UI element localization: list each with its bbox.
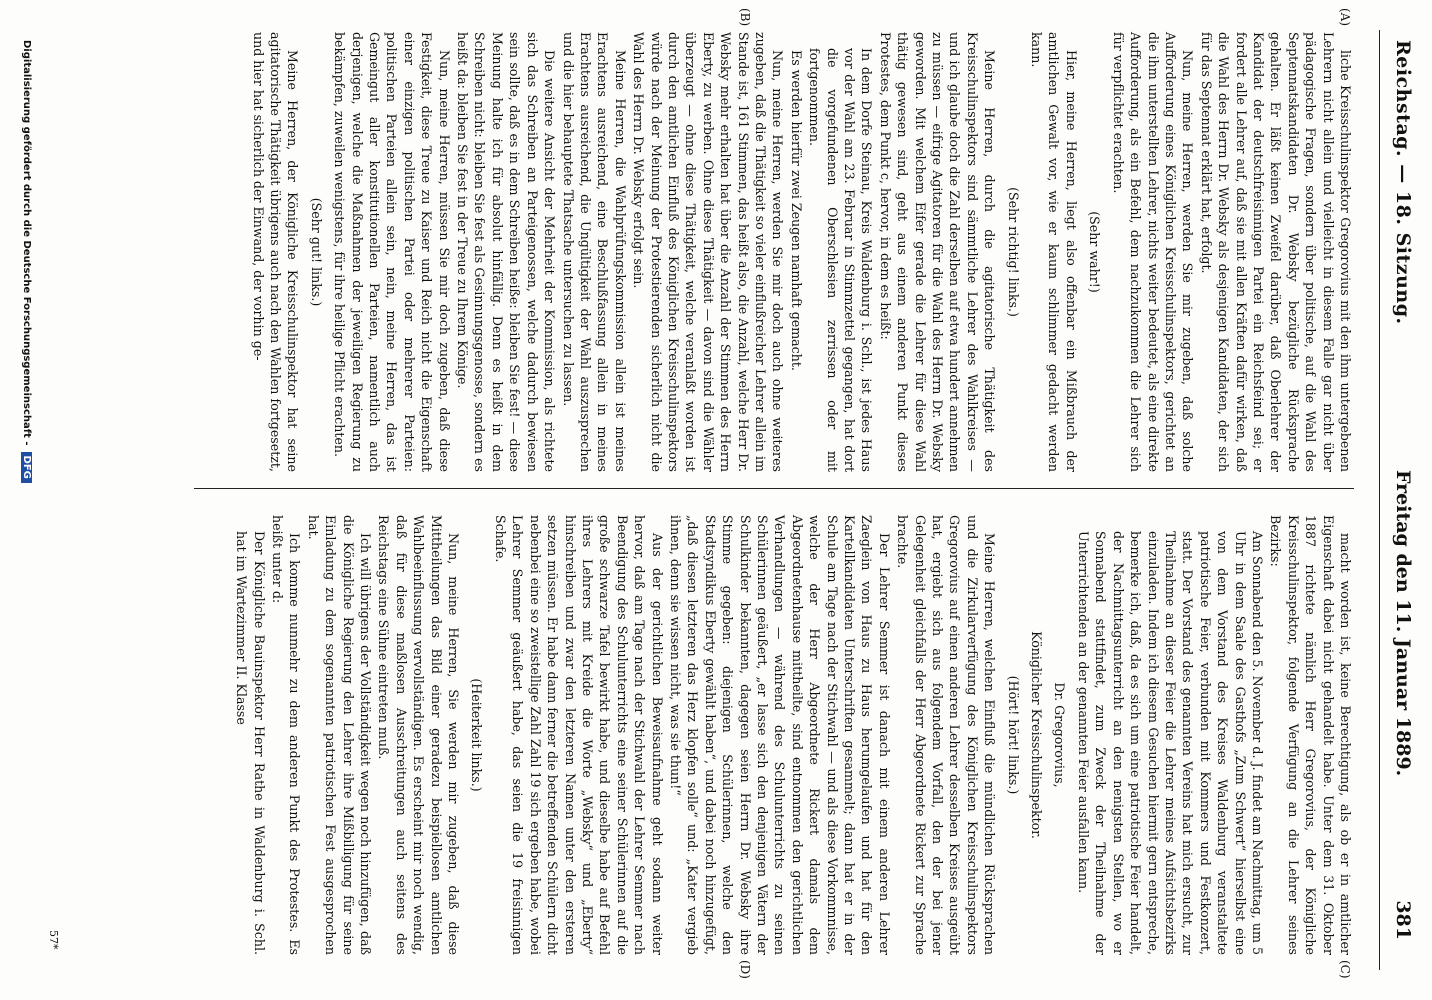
paragraph: Aus der gerichtlichen Beweisaufnahme geht sodann weiter hervor, daß am Tage nach der Stichwahl der Lehrer Semmer nach Beendigung des Schulunterrichts eine seiner Schülerinnen auf die große schwarze Tafel bewirkt habe, und dieselbe habe auf Befehl ihres Lehrers mit Kreide die Worte „Websky“ und „Eberty“ hinschreiben und zwar den letzteren Namen unter den ersteren setzen müssen. Er habe dann ferner die betreffenden Schülern dicht nebenbei eine so zweistellige Zahl Zahl 19 sich ergeben habe, wobei Lehrer Semmer geäußert habe, das seien die 19 freisinnigen Schafe. <box>492 515 665 955</box>
page-footer <box>21 40 32 483</box>
signature-mark: 57* <box>47 930 60 950</box>
paragraph: Es werden hierfür zwei Zeugen namhaft gemacht. <box>788 50 804 371</box>
header-session: Reichstag. — 18. Sitzung. <box>1392 40 1414 325</box>
paragraph: Am Sonnabend den 5. November d. J. findet am Nachmittag, um 5 Uhr in dem Saale des Gasthofs „Zum Schwert“ hierselbst eine von dem Vorstand des Kreises Waldenburg veranstaltete patriotische Feier, verbunden mit Kommers und Festkonzert, statt. Der Vorstand des genannten Vereins hat mich ersucht, zur Theilnahme an dieser Feier die Lehrer meines Aufsichtsbezirks einzuladen. Indem ich diesem Gesuchen hiermit gern entspreche, bemerke ich, daß, da es sich um eine patriotische Feier handelt, der Nachmittagsunterricht an den nenigsten Stellen, wo er Sonnabend stattfindet, zum Zweck der Theilnahme der Unterrichtenden an der genannten Feier ausfallen kann. <box>1075 531 1265 955</box>
margin-marker-c: (C) <box>1338 960 1352 979</box>
interjection: (Sehr gut! links.) <box>308 197 324 307</box>
dfg-badge: DFG <box>21 452 32 483</box>
paragraph: Nun, meine Herren, werden Sie mir doch auch ohne weiteres zugeben, daß die Thätigkeit so vieler einflußreicher Lehrer allein im Stande ist, 161 Stimmen, das heißt also, die Anzahl, welche Herr Dr. Websky mehr erhalten hat über die Anzahl der Stimmen des Herrn Eberty, zu werben. Ohne diese Thätigkeit — davon sind die Wähler überzeugt — ohne diese Thätigkeit, welche veranlaßt worden ist durch den amtlichen Einfluß des Königlichen Kreisschulinspektors würde nach der Meinung der Protestierenden sicherlich nicht die Wahl des Herrn Dr. Websky erfolgt sein. <box>631 32 786 472</box>
paragraph: liche Kreisschulinspektor Gregorovius mit den ihm untergebenen Lehrern nicht allein und vielleicht in diesem Falle gar nicht über pädagogische Fragen, sondern über politische, auf die Wahl des Septennatskandidaten Dr. Websky bezügliche Rücksprache gehalten. Er läßt keinen Zweifel darüber, daß Oberlehrer der Kandidat der deutschfreisinnigen Partei ein Reichsfeind sei; er fordert alle Lehrer auf, daß sie mit allen Kräften dafür wirken, daß die Wahl des Herrn Dr. Websky als desjenigen Kandidaten, der sich für das Septennat erklärt hat, erfolgt. <box>1198 32 1353 472</box>
paragraph: Nun, meine Herren, werden Sie mir zugeben, daß solche Aufforderung eines Königlichen Kreisschulinspektors, gerichtet an die ihm unterstellten Lehrer, nichts weiter bedeutet, als eine direkte Aufforderung, als ein Befehl, dem nachzukommen die Lehrer sich für verpflichtet erachten. <box>1110 32 1196 472</box>
paragraph: Ich will übrigens der Vollständigkeit wegen noch hinzufügen, daß die Königliche Regierung den Lehrer ihre Mißbilligung für seine Einladung zu dem sogenannten patriotischen Fest ausgesprochen hat. <box>305 515 374 955</box>
header-rule <box>1379 30 1380 970</box>
paragraph: Nun, meine Herren, müssen Sie mir doch zugeben, daß diese Festigkeit, diese Treue zu Kaiser und Reich nicht die Eigenschaft einer einzigen politischen Partei oder mehrerer Parteien: politischen Parteien allein sein, nein, meine Herren, das ist Gemeingut aller konstitutionellen Parteien, namentlich auch derjenigen, welche die Maßnahmen der jeweiligen Regierung zu bekämpfen, zuweilen wenigstens, für ihre heilige Pflicht erachten. <box>332 32 452 472</box>
page-header <box>1358 0 1414 1000</box>
paragraph: Meine Herren, der Königliche Kreisschulinspektor hat seine agitatorische Thätigkeit übrigens auch nach den Wahlen fortgesetzt, und hier hat sicherlich der Einwand, der vorhin ge- <box>250 32 301 472</box>
paragraph: In dem Dorfe Steinau, Kreis Waldenburg i. Schl., ist jedes Haus vor der Wahl am 23. Februar in Stimmzettel gegangen, hat dort die vorgefundenen Oberschlesien zerrissen oder mit fortgenommen. <box>807 48 875 472</box>
interjection: Dr. Gregorovius, <box>1052 682 1068 788</box>
header-date: Freitag den 11. Januar 1889. <box>1392 470 1414 777</box>
page-number: 381 <box>1392 900 1414 940</box>
paragraph: Der Königliche Bauinspektor Herr Rathe in Waldenburg i. Schl. hat im Wartezimmer II. Klasse <box>234 531 267 955</box>
text-column-right <box>234 515 1354 955</box>
interjection: (Hört! hört! links.) <box>1005 675 1021 795</box>
column-divider <box>194 488 1354 489</box>
interjection: (Heiterkeit links.) <box>469 678 485 792</box>
footer-text: Digitalisierung gefördert durch die Deutsche Forschungsgemeinschaft - <box>21 40 32 446</box>
paragraph: Meine Herren, die Wahlprüfungskommission allein ist meines Erachtens ausreichend, eine Beschlußfassung allein in meines Erachtens ausreichend, die Ungültigkeit der Wahl auszusprechen und die hier behauptete Thatsache untersuchen zu lassen. <box>560 32 628 472</box>
paragraph: Hier, meine Herren, liegt also offenbar ein Mißbrauch der amtlichen Gewalt vor, wie er kaum schlimmer gedacht werden kann. <box>1029 32 1079 472</box>
paragraph: macht worden ist, keine Berechtigung, als ob er in amtlicher Eigenschaft dabei nicht gehandelt habe. Unter dem 31. Oktober 1887 richtete nämlich Herr Gregorovius, der Königliche Kreisschulinspektor, folgende Verfügung an die Lehrer seines Bezirks: <box>1268 515 1353 955</box>
interjection: (Sehr wahr!) <box>1087 211 1103 293</box>
interjection: (Sehr richtig! links.) <box>1005 187 1021 317</box>
paragraph: Der Lehrer Semmer ist danach mit einem anderen Lehrer Zaeglein von Haus zu Haus herumgelaufen und hat für den Kartellkandidaten Unterschriften gesammelt; dann hat er in der Schule am Tage nach der Stichwahl — und als diese Vorkommnisse, welche der Herr Abgeordnete Rickert damals dem Abgeordnetenhause mittheilte, sind entnommen den gerichtlichen Verhandlungen — während des Schulunterrichts zu seinen Schülerinnen geäußert, „er lasse sich den denjenigen Vätern der Schulkinder bekannten, dagegen seien Herrn Dr. Websky ihre Stimme gegeben: diejenigen Schülerinnen, welche den Stadtsyndikus Eberty gewählt haben“, und dabei noch hinzugefügt, „daß diesen letzteren das Herz klopfen solle“ und: „Kater vergieb ihnen, denn sie wissen nicht, was sie thun!“ <box>667 515 892 955</box>
interjection: Königlicher Kreisschulinspektor. <box>1029 631 1045 839</box>
paragraph: Nun, meine Herren, Sie werden mir zugeben, daß diese Mittheilungen das Bild einer geradezu beispiellosen amtlichen Wahlbeeinflussung vervollständigen. Es erscheint mir noch wendig, daß für diese maßlosen Ausschreitungen auch seitens des Reichstags eine Sühne eintreten muß. <box>376 515 462 955</box>
text-column-left <box>250 32 1354 472</box>
paragraph: Meine Herren, durch die agitatorische Thätigkeit des Kreisschulinspektors sind sämmtliche Lehrer des Wahlkreises — und ich glaube doch die Zahl derselben auf etwa hundert annehmen zu müssen — eifrige Agitatoren für die Wahl des Herrn Dr. Websky geworden. Mit welchem Eifer gerade die Lehrer für diese Wahl thätig gewesen sind, geht aus einem anderen Punkt dieses Protestes, dem Punkt c, hervor, in dem es heißt: <box>877 32 998 472</box>
margin-marker-d: (D) <box>738 960 752 979</box>
paragraph: Die weitere Ansicht der Mehrheit der Kommission, als richtete sich das Schreiben an Parteigenossen, welche dadurch bewiesen sein sollte, daß es in dem Schreiben heiße: bleiben Sie fest! — diese Meinung halte ich für absolut hinfällig. Denn es heißt in dem Schreiben nicht: bleiben Sie fest als Gesinnungsgenosse, sondern es heißt da: bleiben Sie fest in der Treue zu Ihrem Könige. <box>455 32 558 472</box>
margin-marker-a: (A) <box>1338 8 1352 27</box>
paragraph: Meine Herren, welchen Einfluß die mündlichen Rücksprachen und die Zirkularverfügung des Königlichen Kreisschulinspektors Gregorovius auf einen anderen Lehrer desselben Kreises ausgeübt hat, ergiebt sich aus folgendem Vorfall, den der bei jener Gelegenheit gleichfalls der Herr Abgeordnete Rickert zur Sprache brachte. <box>895 515 998 955</box>
margin-marker-b: (B) <box>738 8 752 27</box>
paragraph: Ich komme nunmehr zu dem anderen Punkt des Protestes. Es heißt unter d: <box>270 515 303 955</box>
